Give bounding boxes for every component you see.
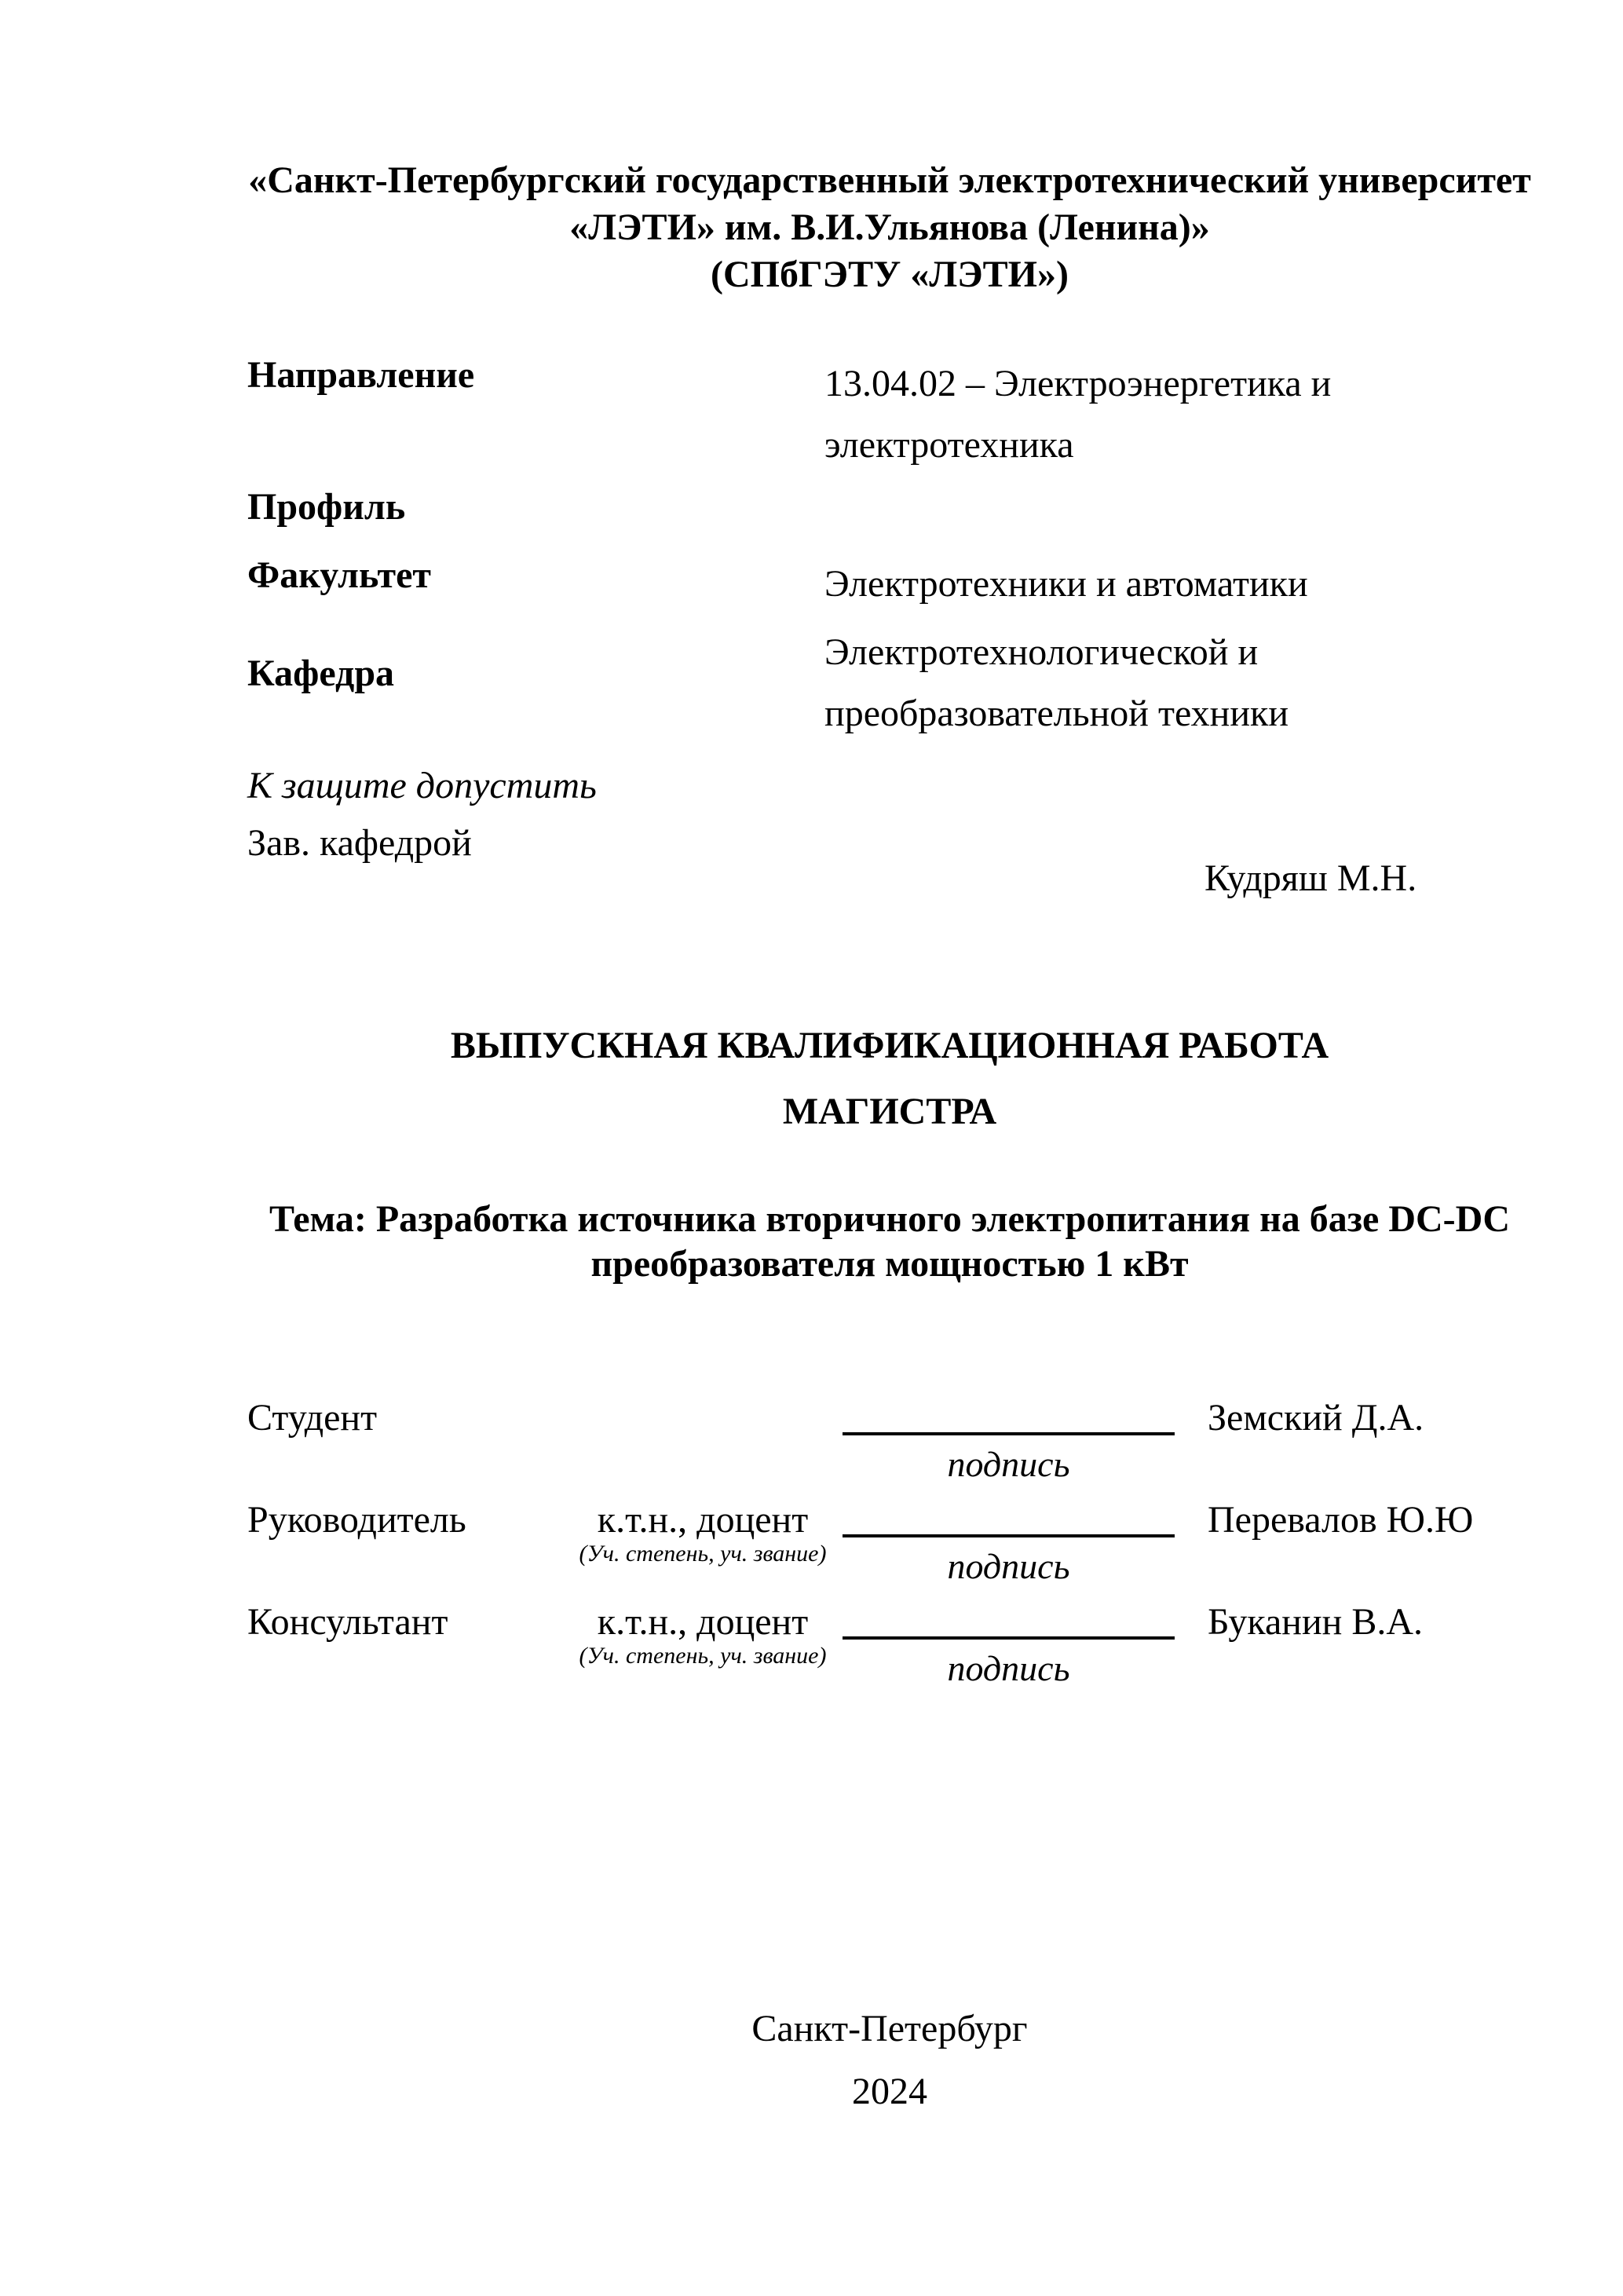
department-label: Кафедра: [247, 653, 395, 694]
signature-line: [843, 1498, 1175, 1537]
signature-caption: подпись: [947, 1444, 1070, 1484]
university-name: [183, 157, 1596, 298]
degree-note: (Уч. степень, уч. звание): [579, 1643, 827, 1669]
university-name-line-3: (СПбГЭТУ «ЛЭТИ»): [711, 254, 1069, 295]
degree-label: к.т.н., доцент: [597, 1601, 809, 1643]
admit-to-defense-note: К защите допустить: [247, 765, 597, 806]
role-label: Руководитель: [247, 1499, 466, 1541]
direction-value: 13.04.02 – Электроэнергетика и электротехника: [824, 363, 1332, 466]
faculty-value: Электротехники и автоматики: [824, 563, 1308, 605]
footer-city: Санкт-Петербург: [751, 2008, 1028, 2049]
signature-row-student: [247, 1396, 1582, 1498]
signature-row-consultant: [247, 1600, 1582, 1702]
role-label: Консультант: [247, 1601, 448, 1643]
profile-label: Профиль: [247, 486, 406, 528]
footer-year: 2024: [852, 2071, 927, 2112]
faculty-label: Факультет: [247, 554, 431, 596]
department-head-label: Зав. кафедрой: [247, 822, 472, 864]
direction-label: Направление: [247, 354, 475, 396]
university-name-line-2: «ЛЭТИ» им. В.И.Ульянова (Ленина)»: [569, 207, 1210, 248]
signer-name: Перевалов Ю.Ю: [1208, 1499, 1474, 1541]
department-value: Электротехнологической и преобразовательной техники: [824, 631, 1289, 734]
signature-row-supervisor: [247, 1498, 1582, 1600]
signer-name: Земский Д.А.: [1208, 1397, 1424, 1439]
signer-name: Буканин В.А.: [1208, 1601, 1424, 1643]
signature-caption: подпись: [947, 1546, 1070, 1586]
role-label: Студент: [247, 1397, 378, 1439]
signature-line: [843, 1396, 1175, 1435]
department-head-name: Кудряш М.Н.: [1204, 857, 1417, 899]
signature-caption: подпись: [947, 1648, 1070, 1688]
work-type-title: ВЫПУСКНАЯ КВАЛИФИКАЦИОННАЯ РАБОТА МАГИСТРА: [450, 1025, 1329, 1132]
university-name-line-1: «Санкт-Петербургский государственный электротехнический университет: [248, 159, 1531, 201]
thesis-theme: Тема: Разработка источника вторичного электропитания на базе DC-DC преобразователя мощностью 1 кВт: [269, 1198, 1510, 1285]
degree-label: к.т.н., доцент: [597, 1499, 809, 1541]
degree-note: (Уч. степень, уч. звание): [579, 1541, 827, 1567]
signature-line: [843, 1600, 1175, 1640]
